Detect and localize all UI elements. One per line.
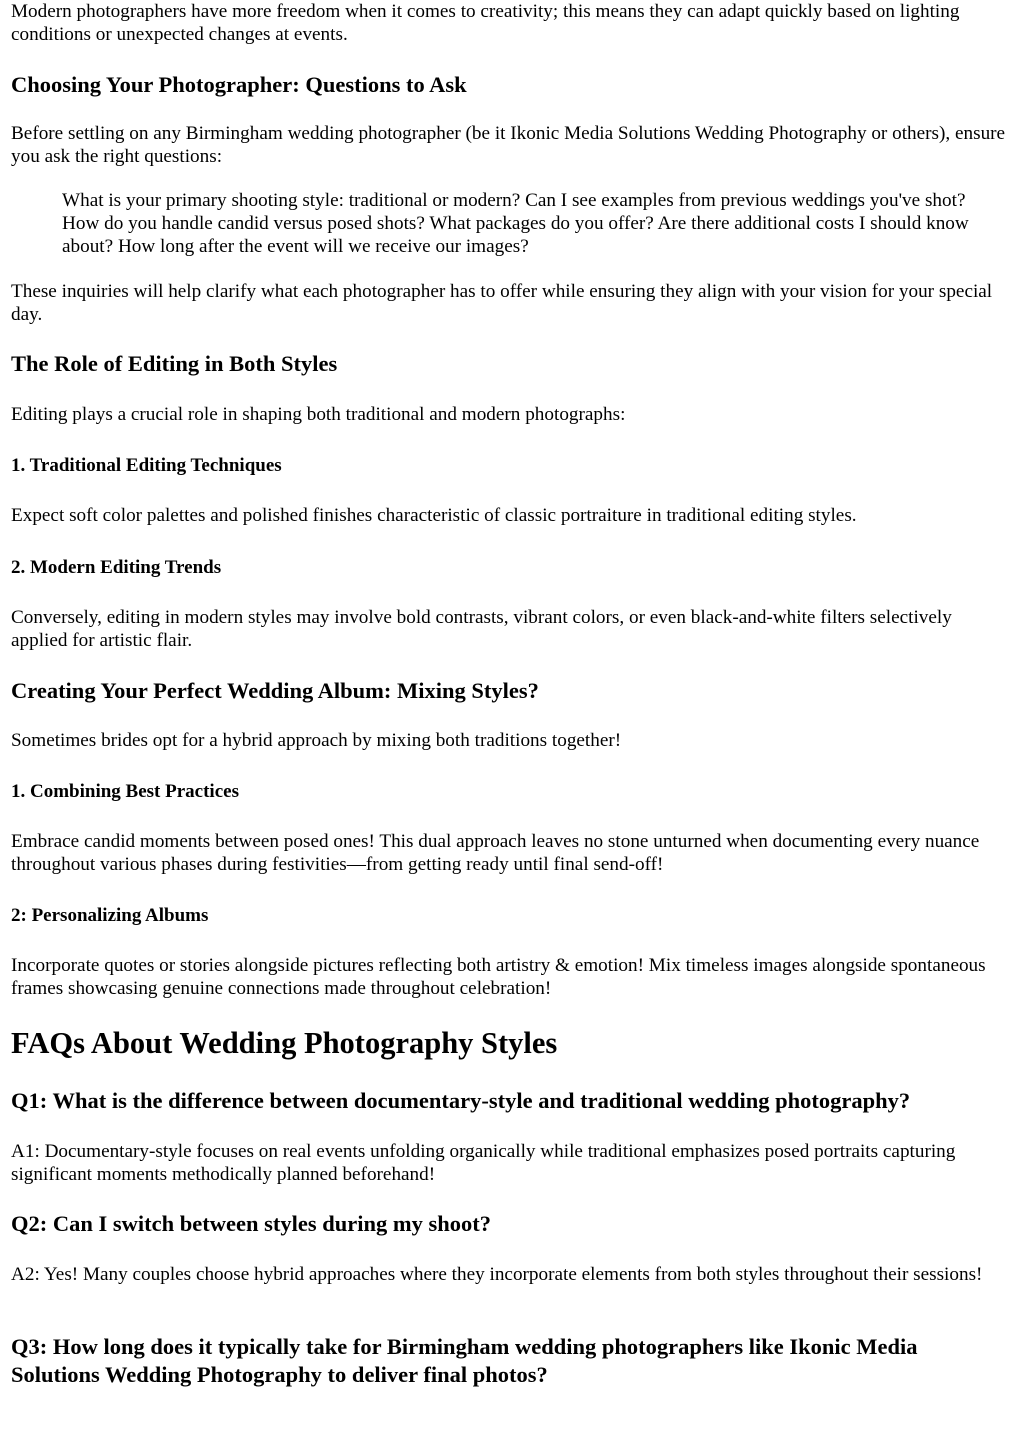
heading-faq-q1: Q1: What is the difference between documentary-style and traditional wedding photography? (11, 1088, 911, 1113)
heading-traditional-editing: 1. Traditional Editing Techniques (11, 455, 282, 476)
paragraph-intro: Modern photographers have more freedom when it comes to creativity; this means they can adapt quickly based on lighting conditions or unexpected changes at events. (11, 1, 960, 45)
blockquote-questions: What is your primary shooting style: traditional or modern? Can I see examples from previous weddings you've shot? How do you handle candid versus posed shots? What packages do you offer? Are there additional costs I should know about? How long after the event will we receive our images? (62, 190, 969, 257)
paragraph-faq-a1: A1: Documentary-style focuses on real events unfolding organically while traditional emphasizes posed portraits capturing significant moments methodically planned beforehand! (11, 1141, 956, 1185)
heading-faq-q3: Q3: How long does it typically take for Birmingham wedding photographers like Ikonic Media Solutions Wedding Photography to deliver final photos? (11, 1334, 918, 1387)
heading-choosing-photographer: Choosing Your Photographer: Questions to Ask (11, 72, 467, 97)
paragraph-hybrid-approach: Sometimes brides opt for a hybrid approach by mixing both traditions together! (11, 730, 622, 751)
paragraph-combining: Embrace candid moments between posed ones! This dual approach leaves no stone unturned when documenting every nuance throughout various phases during festivities—from getting ready until final send-off! (11, 831, 980, 875)
paragraph-personalizing: Incorporate quotes or stories alongside pictures reflecting both artistry & emotion! Mix timeless images alongside spontaneous frames showcasing genuine connections made throughout celebration! (11, 955, 986, 999)
paragraph-faq-a2: A2: Yes! Many couples choose hybrid approaches where they incorporate elements from both styles throughout their sessions! (11, 1264, 983, 1285)
heading-modern-editing: 2. Modern Editing Trends (11, 557, 222, 578)
paragraph-traditional-editing: Expect soft color palettes and polished finishes characteristic of classic portraiture in traditional editing styles. (11, 505, 857, 526)
heading-perfect-album: Creating Your Perfect Wedding Album: Mixing Styles? (11, 678, 539, 703)
paragraph-modern-editing: Conversely, editing in modern styles may involve bold contrasts, vibrant colors, or even black-and-white filters selectively applied for artistic flair. (11, 607, 952, 651)
heading-role-of-editing: The Role of Editing in Both Styles (11, 351, 338, 376)
paragraph-inquiries: These inquiries will help clarify what each photographer has to offer while ensuring they align with your vision for your special day. (11, 281, 993, 325)
heading-personalizing-albums: 2: Personalizing Albums (11, 905, 209, 926)
heading-faqs: FAQs About Wedding Photography Styles (11, 1026, 558, 1060)
paragraph-editing: Editing plays a crucial role in shaping both traditional and modern photographs: (11, 404, 626, 425)
heading-faq-q2: Q2: Can I switch between styles during my shoot? (11, 1211, 492, 1236)
heading-combining-best-practices: 1. Combining Best Practices (11, 781, 239, 802)
paragraph-before-settling: Before settling on any Birmingham wedding photographer (be it Ikonic Media Solutions Wedding Photography or others), ensure you ask the right questions: (11, 123, 1006, 167)
